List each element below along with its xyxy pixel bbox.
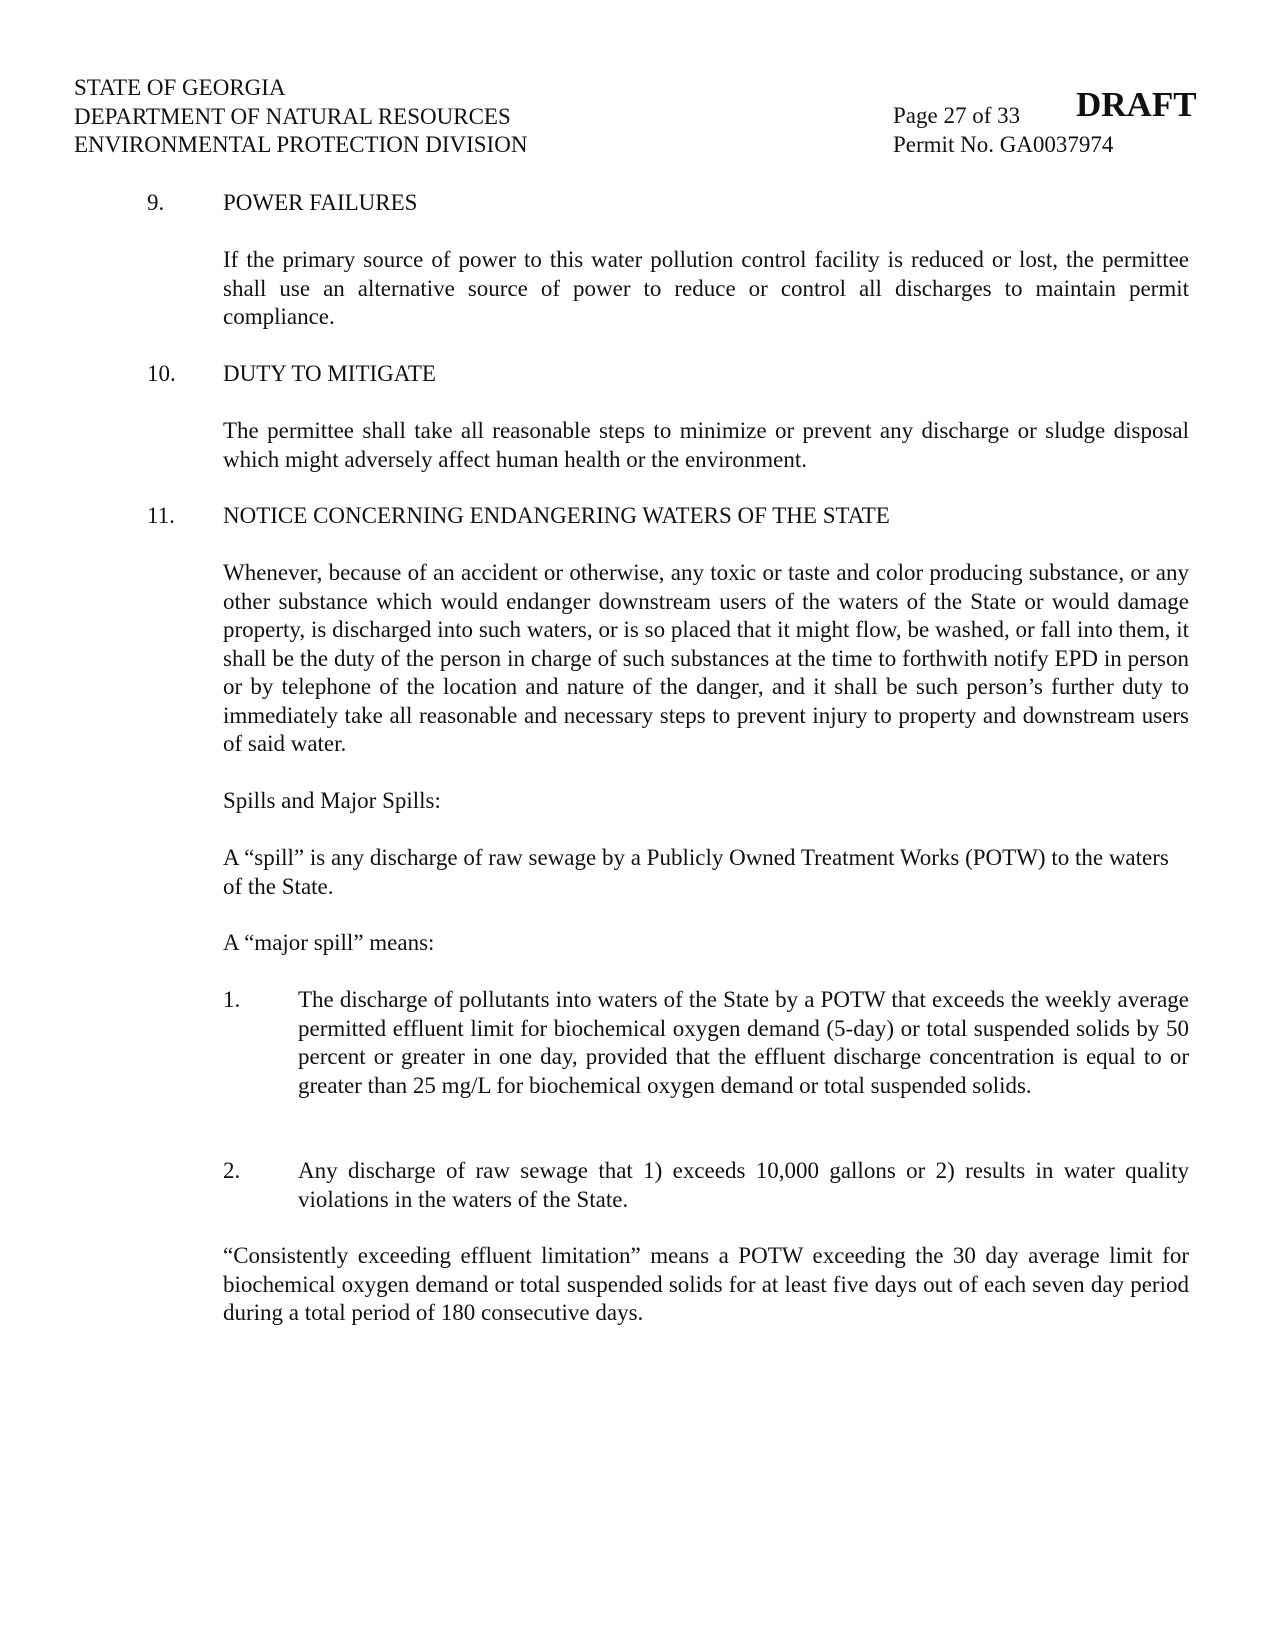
section-10-text: The permittee shall take all reasonable steps to minimize or prevent any discharge or sludge disposal which might adversely affect human health or the environment.	[223, 418, 1189, 472]
major-spill-item-2-text: Any discharge of raw sewage that 1) exceeds 10,000 gallons or 2) results in water quality violations in the waters of the State.	[298, 1158, 1189, 1212]
agency-state: STATE OF GEORGIA	[74, 75, 286, 100]
section-11-text: Whenever, because of an accident or otherwise, any toxic or taste and color producing substance, or any other substance which would endanger downstream users of the waters of the State or would damage property, is discharged into such waters, or is so placed that it might flow, be washed, or fall into them, it shall be the duty of the person in charge of such substances at the time to forthwith notify EPD in person or by telephone of the location and nature of the danger, and it shall be such person’s further duty to immediately take all reasonable and necessary steps to prevent injury to property and downstream users of said water.	[223, 560, 1189, 756]
spill-definition: A “spill” is any discharge of raw sewage by a Publicly Owned Treatment Works (POTW) to the waters of the State.	[223, 845, 1169, 899]
draft-watermark: DRAFT	[1076, 85, 1197, 124]
section-9-title: POWER FAILURES	[223, 190, 418, 215]
section-10-title: DUTY TO MITIGATE	[223, 361, 436, 386]
major-spill-intro: A “major spill” means:	[223, 930, 435, 955]
permit-number: Permit No. GA0037974	[893, 131, 1114, 157]
spills-heading: Spills and Major Spills:	[223, 788, 441, 813]
section-11-number: 11.	[147, 503, 175, 528]
major-spill-item-2-number: 2.	[223, 1158, 241, 1183]
major-spill-item-1-text: The discharge of pollutants into waters of the State by a POTW that exceeds the weekly average permitted effluent limit for biochemical oxygen demand (5-day) or total suspended solids by 50 percent or greater in one day, provided that the effluent discharge concentration is equal to or greater than 25 mg/L for biochemical oxygen demand or total suspended solids.	[298, 987, 1189, 1098]
consistently-exceeding-definition: “Consistently exceeding effluent limitation” means a POTW exceeding the 30 day average limit for biochemical oxygen demand or total suspended solids for at least five days out of each seven day period during a total period of 180 consecutive days.	[223, 1243, 1189, 1325]
agency-header	[74, 74, 527, 160]
major-spill-item-1-number: 1.	[223, 987, 241, 1012]
section-11-title: NOTICE CONCERNING ENDANGERING WATERS OF THE STATE	[223, 503, 890, 528]
agency-department: DEPARTMENT OF NATURAL RESOURCES	[74, 103, 511, 129]
page-number: Page 27 of 33	[893, 103, 1021, 128]
section-9-text: If the primary source of power to this water pollution control facility is reduced or lost, the permittee shall use an alternative source of power to reduce or control all discharges to maintain permit compliance.	[223, 247, 1189, 329]
agency-division: ENVIRONMENTAL PROTECTION DIVISION	[74, 132, 528, 157]
section-9-number: 9.	[147, 190, 165, 215]
section-10-number: 10.	[147, 361, 176, 386]
